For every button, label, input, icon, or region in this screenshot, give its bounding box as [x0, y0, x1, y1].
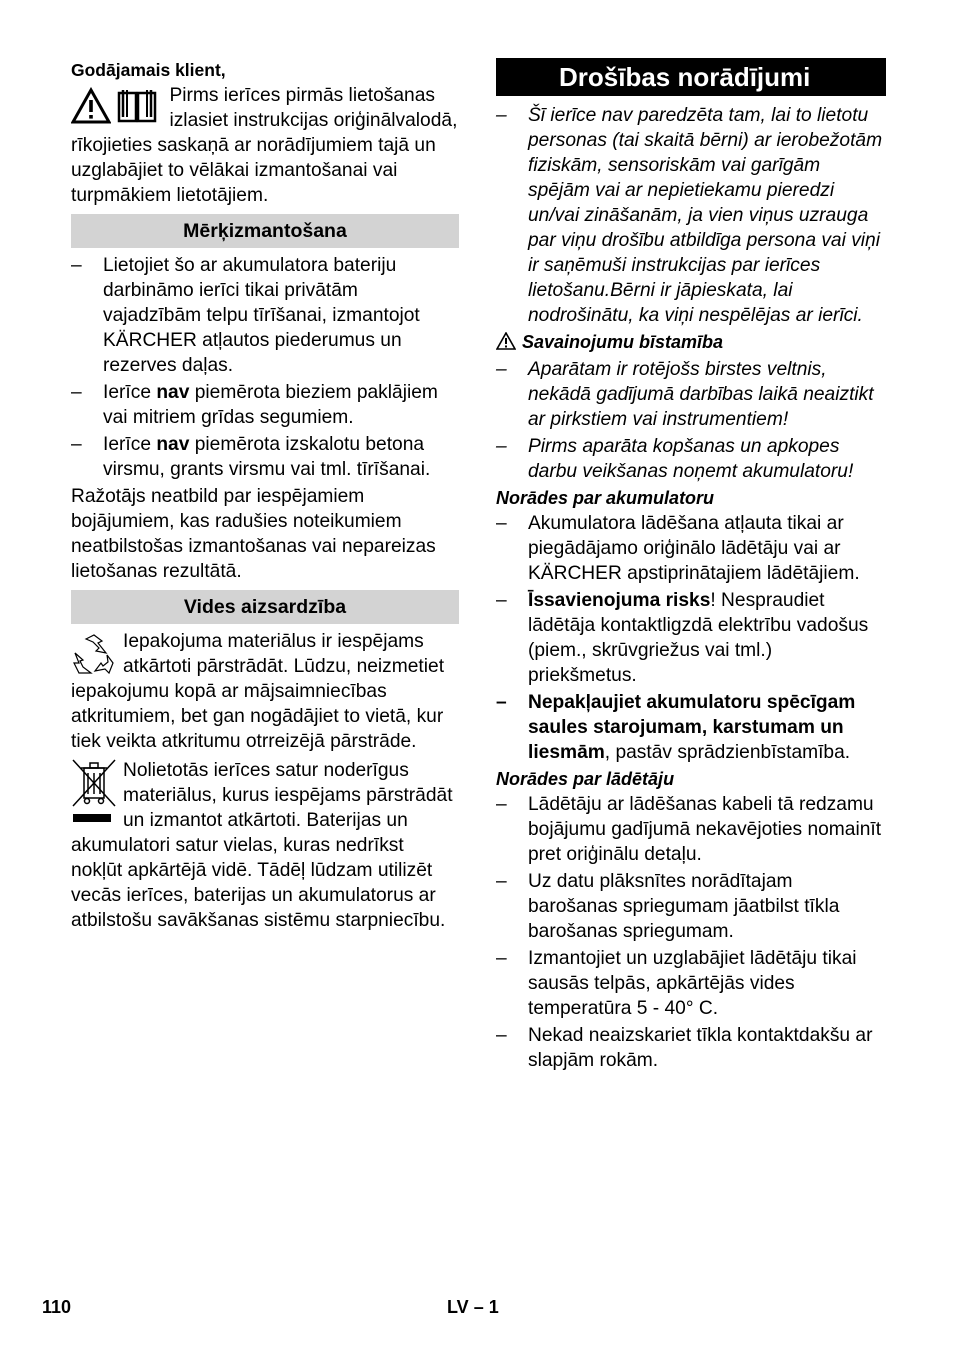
injury-heading: Savainojumu bīstamība [496, 330, 886, 355]
page-number: 110 [42, 1297, 72, 1317]
section-environment-title: Vides aizsardzība [71, 590, 459, 624]
dash-marker: – [496, 1025, 507, 1046]
manual-book-icon [115, 87, 159, 125]
list-item: – Īssavienojuma risks! Nespraudiet lādētāja kontaktligzdā elektrību vadošus (piem., skrūvgriežus vai tml.) priekšmetus. [496, 590, 869, 686]
intro-text: Pirms ierīces pirmās lietošanas izlasiet instrukcijas oriģinālvalodā, rīkojieties saskaņā ar norādījumiem tajā un uzglabājiet to vēlākai izmantošanai vai turpmākiem lietotājiem. [71, 85, 458, 206]
dash-marker: – [496, 105, 507, 126]
disclaimer-text: Ražotājs neatbild par iespējamiem bojājumiem, kas radušies noteikumiem neatbilstošas izmantošanas vai nepareizas lietošanas rezultātā. [71, 486, 436, 582]
packaging-paragraph [71, 629, 459, 754]
list-item: – Akumulatora lādēšana atļauta tikai ar piegādājamo oriģinālo lādētāju vai ar KÄRCHER apstiprinātajiem lādētājiem. [496, 513, 860, 584]
dash-marker: – [496, 794, 507, 815]
charger-heading: Norādes par lādētāju [496, 769, 675, 789]
dash-marker: – [71, 382, 82, 403]
recycle-icon [71, 633, 117, 677]
intro-paragraph [71, 83, 459, 208]
list-item: – Ierīce nav piemērota bieziem paklājiem vai mitriem grīdas segumiem. [71, 382, 438, 428]
old-devices-paragraph [71, 758, 459, 933]
dash-marker: – [496, 948, 507, 969]
list-item: – Lietojiet šo ar akumulatora bateriju darbināmo ierīci tikai privātām vajadzībām telpu tīrīšanai, izmantojot KÄRCHER atļautos piederumus un rezerves daļas. [71, 255, 420, 376]
list-item: – Izmantojiet un uzglabājiet lādētāju tikai sausās telpās, apkārtējās vides temperatūra 5 - 40° C. [496, 948, 857, 1019]
list-item: – Šī ierīce nav paredzēta tam, lai to lietotu personas (tai skaitā bērni) ar ierobežotām fiziskām, sensoriskām vai garīgām spējām vai ar nepietiekamu pieredzi un/vai zināšanām, ja vien viņus uzrauga par viņu drošību atbildīga persona vai viņi ir saņēmuši instrukcijas par ierīces lietošanu.Bērni ir jāpieskata, lai nodrošinātu, ka viņi nespēlējas ar ierīci. [496, 105, 883, 326]
dash-marker: – [71, 434, 82, 455]
safety-heading: Drošības norādījumi [496, 58, 886, 96]
list-item: – Nepakļaujiet akumulatoru spēcīgam saules starojumam, karstumam un liesmām, pastāv sprādzienbīstamība. [496, 692, 856, 763]
warning-icon [71, 87, 111, 125]
packaging-text: Iepakojuma materiālus ir iespējams atkārtoti pārstrādāt. Lūdzu, neizmetiet iepakojumu kopā ar mājsaimniecības atkritumiem, bet gan nogādājiet to vietā, kur tiek veikta atkritumu otrreizējā pārstrāde. [71, 631, 445, 752]
battery-heading: Norādes par akumulatoru [496, 488, 715, 508]
dash-marker: – [71, 255, 82, 276]
dash-marker: – [496, 436, 507, 457]
dash-marker: – [496, 692, 507, 713]
list-item: – Uz datu plāksnītes norādītajam barošanas spriegumam jāatbilst tīkla barošanas spriegumam. [496, 871, 840, 942]
left-column [71, 58, 459, 933]
charger-list [496, 792, 886, 1073]
battery-list [496, 511, 886, 765]
dash-marker: – [496, 871, 507, 892]
warning-icon [496, 332, 516, 350]
section-intended-use-title: Mērķizmantošana [71, 214, 459, 248]
right-column [496, 58, 886, 1075]
list-item: – Nekad neaizskariet tīkla kontaktdakšu ar slapjām rokām. [496, 1025, 873, 1071]
dash-marker: – [496, 590, 507, 611]
dash-marker: – [496, 513, 507, 534]
dash-marker: – [496, 359, 507, 380]
list-item: – Lādētāju ar lādēšanas kabeli tā redzamu bojājumu gadījumā nekavējoties nomainīt pret oriģinālu detaļu. [496, 794, 882, 865]
intended-use-list [71, 253, 459, 482]
list-item: – Ierīce nav piemērota izskalotu betona virsmu, grants virsmu vai tml. tīrīšanai. [71, 434, 431, 480]
list-item: – Aparātam ir rotējošs birstes veltnis, nekādā gadījumā darbības laikā neaiztikt ar pirkstiem vai instrumentiem! [496, 359, 874, 430]
safety-list [496, 103, 886, 328]
intro-icons [71, 87, 159, 129]
greeting: Godājamais klient, [71, 60, 226, 80]
language-page-label: LV – 1 [447, 1297, 499, 1317]
old-devices-text: Nolietotās ierīces satur noderīgus materiālus, kurus iespējams pārstrādāt un izmantot atkārtoti. Baterijas un akumulatori satur vielas, kuras nedrīkst nokļūt apkārtējā vidē. Tādēļ lūdzam utilizēt vecās ierīces, baterijas un akumulatorus ar atbilstošu savākšanas sistēmu starpniecību. [71, 760, 453, 931]
weee-bin-icon [71, 758, 117, 824]
list-item: – Pirms aparāta kopšanas un apkopes darbu veikšanas noņemt akumulatoru! [496, 436, 854, 482]
injury-list [496, 357, 886, 484]
